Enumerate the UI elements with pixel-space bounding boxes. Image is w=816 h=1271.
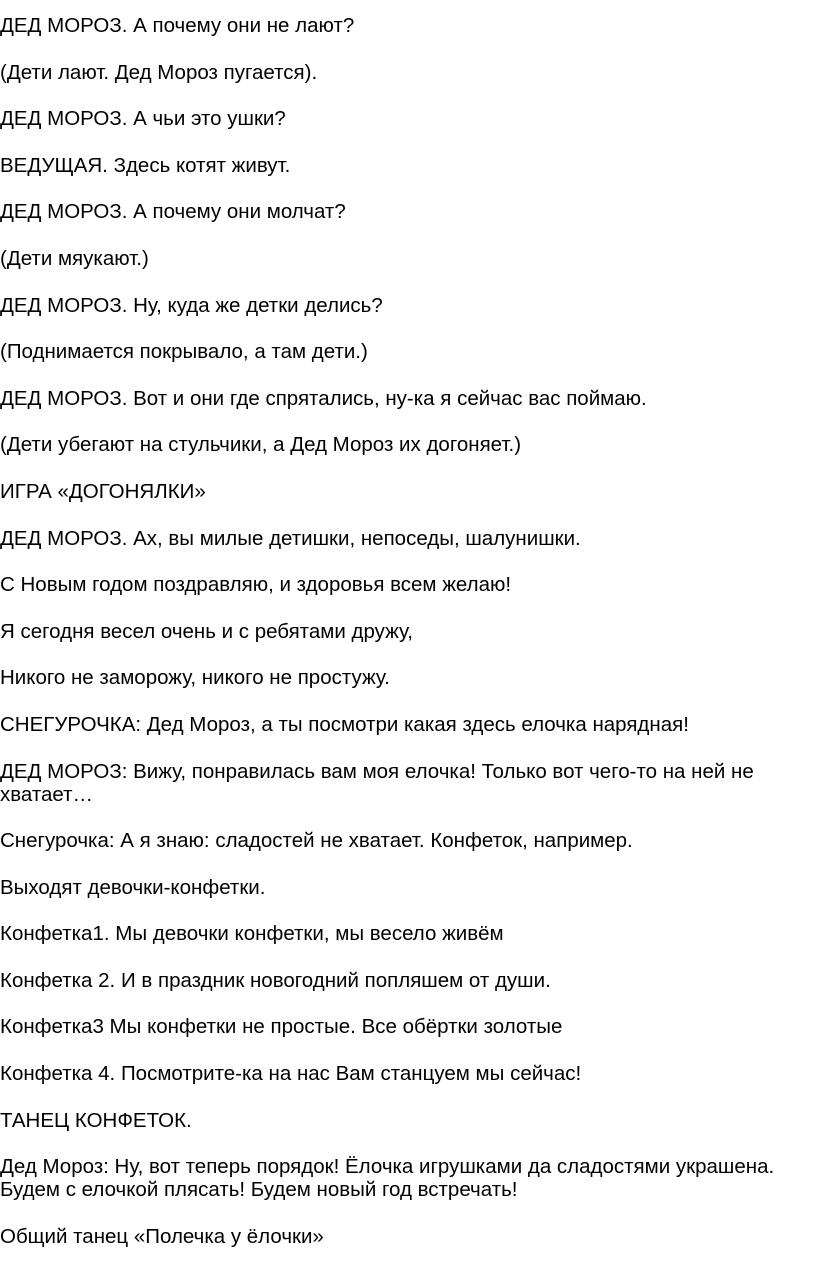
paragraph: С Новым годом поздравляю, и здоровья всем желаю! [0, 573, 512, 597]
paragraph: СНЕГУРОЧКА: Дед Мороз, а ты посмотри какая здесь елочка нарядная! [0, 712, 689, 736]
paragraph: Снегурочка: А я знаю: сладостей не хватает. Конфеток, например. [0, 829, 633, 853]
section-heading: ТАНЕЦ КОНФЕТОК. [0, 1108, 192, 1132]
paragraph: Общий танец «Полечка у ёлочки» [0, 1224, 324, 1248]
paragraph: ДЕД МОРОЗ. А почему они не лают? [0, 14, 355, 37]
paragraph: ДЕД МОРОЗ. Вот и они где спрятались, ну-ка я сейчас вас поймаю. [0, 386, 647, 410]
paragraph: Конфетка1. Мы девочки конфетки, мы весело живём [0, 922, 504, 946]
paragraph: (Дети убегают на стульчики, а Дед Мороз их догоняет.) [0, 433, 522, 457]
paragraph: (Дети мяукают.) [0, 246, 149, 270]
paragraph: ДЕД МОРОЗ. Ну, куда же детки делись? [0, 293, 383, 317]
document-body [0, 14, 812, 1271]
paragraph: Выходят девочки-конфетки. [0, 875, 266, 899]
paragraph: ДЕД МОРОЗ. А почему они молчат? [0, 200, 346, 224]
paragraph: Я сегодня весел очень и с ребятами дружу, [0, 619, 413, 643]
paragraph: (Дети лают. Дед Мороз пугается). [0, 60, 318, 84]
paragraph: ДЕД МОРОЗ. Ах, вы милые детишки, непоседы, шалунишки. [0, 526, 581, 550]
paragraph: ДЕД МОРОЗ. А чьи это ушки? [0, 107, 286, 131]
paragraph: (Поднимается покрывало, а там дети.) [0, 340, 368, 364]
paragraph: Никого не заморожу, никого не простужу. [0, 666, 390, 690]
paragraph: Конфетка 4. Посмотрите-ка на нас Вам станцуем мы сейчас! [0, 1062, 582, 1086]
paragraph: ВЕДУЩАЯ. Здесь котят живут. [0, 153, 291, 177]
paragraph: Дед Мороз: Ну, вот теперь порядок! Ёлочка игрушками да сладостями украшена. Будем с елочкой плясать! Будем новый год встречать! [0, 1155, 775, 1202]
section-heading: ИГРА «ДОГОНЯЛКИ» [0, 479, 206, 503]
paragraph: Конфетка3 Мы конфетки не простые. Все обёртки золотые [0, 1015, 563, 1039]
paragraph: ДЕД МОРОЗ: Вижу, понравилась вам моя елочка! Только вот чего-то на ней не хватает… [0, 759, 754, 806]
paragraph: Конфетка 2. И в праздник новогодний попляшем от души. [0, 968, 551, 992]
